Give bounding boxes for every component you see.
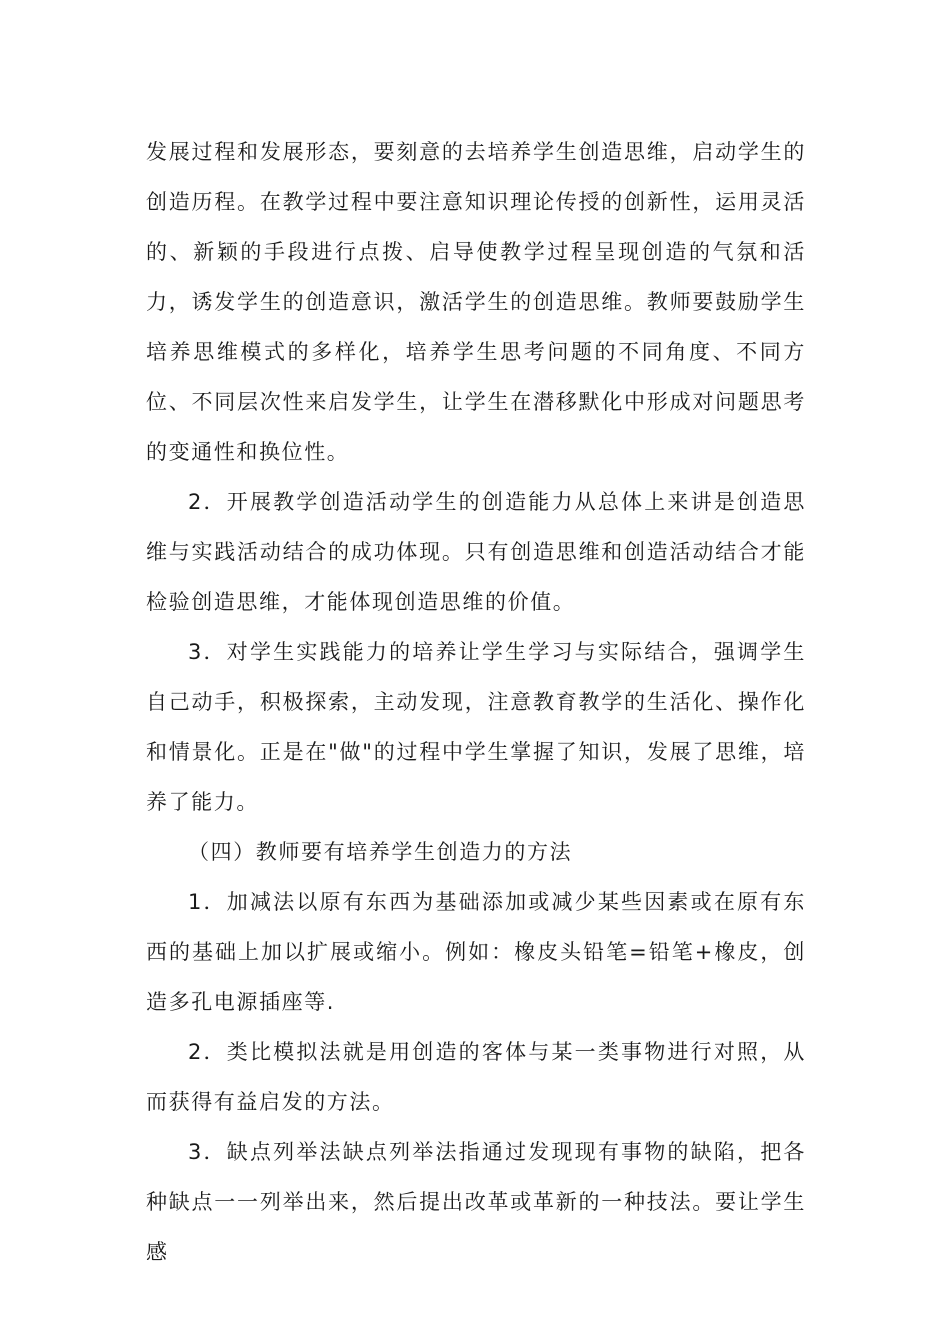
document-body (146, 127, 806, 1277)
paragraph-method-3-defect-listing: 3．缺点列举法缺点列举法指通过发现现有事物的缺陷，把各种缺点一一列举出来，然后提出改革或革新的一种技法。要让学生感 (146, 1140, 806, 1264)
section-heading-methods: （四）教师要有培养学生创造力的方法 (188, 840, 573, 864)
paragraph-item-2-teaching-activities: 2．开展教学创造活动学生的创造能力从总体上来讲是创造思维与实践活动结合的成功体现。只有创造思维和创造活动结合才能检验创造思维，才能体现创造思维的价值。 (146, 490, 806, 614)
paragraph-method-2-analogy: 2．类比模拟法就是用创造的客体与某一类事物进行对照，从而获得有益启发的方法。 (146, 1040, 806, 1114)
paragraph-method-1-add-subtract: 1．加减法以原有东西为基础添加或减少某些因素或在原有东西的基础上加以扩展或缩小。例如：橡皮头铅笔=铅笔+橡皮，创造多孔电源插座等. (146, 890, 806, 1014)
paragraph-continuation: 发展过程和发展形态，要刻意的去培养学生创造思维，启动学生的创造历程。在教学过程中要注意知识理论传授的创新性，运用灵活的、新颖的手段进行点拨、启导使教学过程呈现创造的气氛和活力，诱发学生的创造意识，激活学生的创造思维。教师要鼓励学生培养思维模式的多样化，培养学生思考问题的不同角度、不同方位、不同层次性来启发学生，让学生在潜移默化中形成对问题思考的变通性和换位性。 (146, 140, 806, 464)
paragraph-item-3-practical-ability: 3．对学生实践能力的培养让学生学习与实际结合，强调学生自己动手，积极探索，主动发现，注意教育教学的生活化、操作化和情景化。正是在"做"的过程中学生掌握了知识，发展了思维，培养了能力。 (146, 640, 806, 814)
